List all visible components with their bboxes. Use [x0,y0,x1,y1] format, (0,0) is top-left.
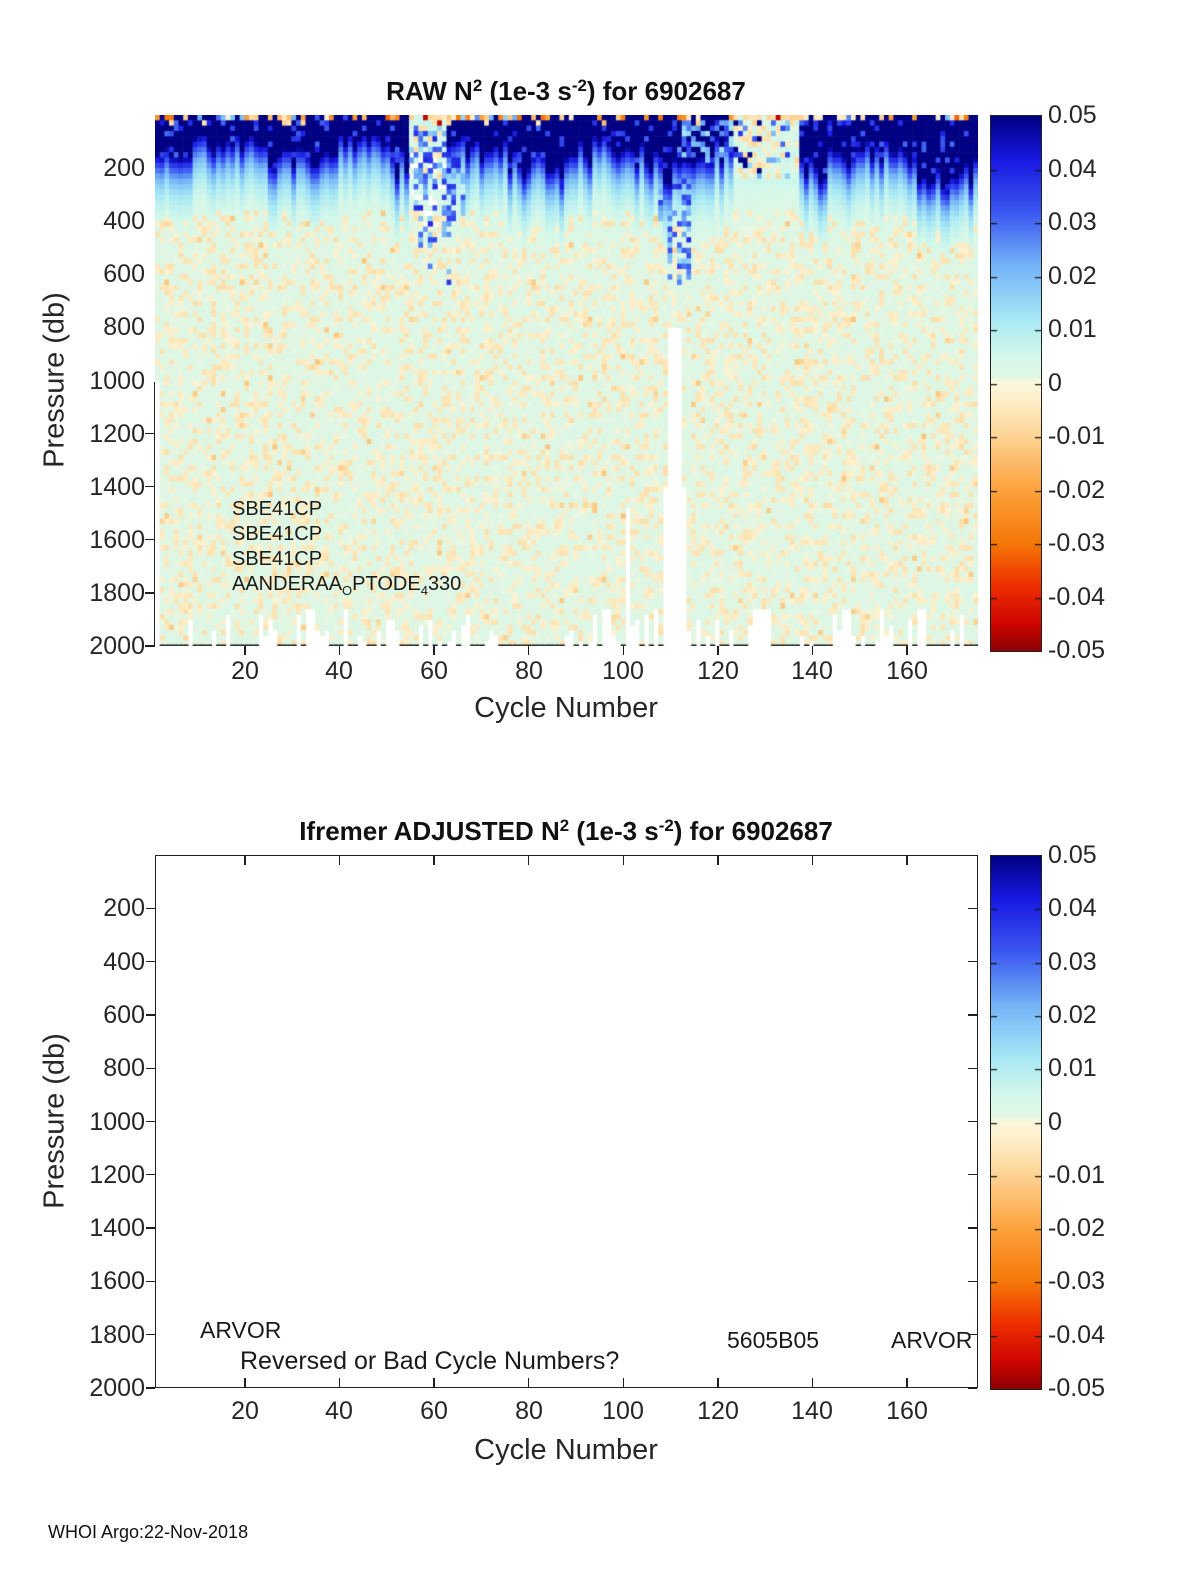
x-tick-mark [244,1378,245,1387]
colorbar-tick-label: -0.05 [1048,1374,1105,1402]
x-tick-label: 40 [325,657,353,685]
y-tick-label: 600 [103,260,145,288]
colorbar-tick-label: 0.05 [1048,101,1097,129]
colorbar-tick-label: -0.05 [1048,636,1105,664]
y-tick-mark [968,1174,977,1175]
x-tick-mark [244,856,245,865]
y-tick-label: 2000 [89,1374,145,1402]
x-tick-mark [623,856,624,865]
raw-plot-ylabel: Pressure (db) [38,292,71,468]
x-tick-label: 20 [231,1397,259,1425]
x-tick-label: 100 [602,1397,644,1425]
text-fragment: RAW N [386,76,473,106]
text-fragment: AANDERAA [232,573,343,595]
colorbar-tick-label: 0 [1048,369,1062,397]
x-tick-label: 140 [791,1397,833,1425]
adjusted-plot-xlabel: Cycle Number [474,1434,658,1466]
plot-annotation: 5605B05 [727,1327,820,1353]
x-tick-mark [528,856,529,865]
x-tick-mark [906,856,907,865]
y-tick-label: 1200 [89,420,145,448]
y-tick-mark [146,1174,155,1175]
text-fragment: (1e-3 s [569,816,659,846]
x-tick-label: 60 [420,657,448,685]
y-tick-label: 800 [103,313,145,341]
y-tick-mark [968,1068,977,1069]
x-tick-label: 120 [697,1397,739,1425]
x-tick-label: 120 [697,657,739,685]
x-tick-label: 100 [602,657,644,685]
colorbar-tick-label: -0.04 [1048,583,1105,611]
colorbar-tick-label: 0.01 [1048,1054,1097,1082]
adjusted-plot-area [155,855,978,1388]
y-tick-label: 1000 [89,1108,145,1136]
x-tick-label: 40 [325,1397,353,1425]
plot-annotation: SBE41CP [232,523,323,545]
x-tick-mark [623,1378,624,1387]
x-tick-label: 20 [231,657,259,685]
x-tick-mark [433,856,434,865]
x-tick-mark [528,646,529,655]
colorbar-tick-label: -0.03 [1048,529,1105,557]
x-tick-mark [717,646,718,655]
colorbar-tick-label: -0.02 [1048,476,1105,504]
x-tick-label: 80 [515,1397,543,1425]
x-tick-mark [339,646,340,655]
y-tick-mark [146,961,155,962]
plot-annotation [232,573,461,596]
y-tick-mark [146,1387,155,1388]
colorbar-tick-label: -0.01 [1048,1161,1105,1189]
colorbar-tick-label: -0.04 [1048,1321,1105,1349]
y-tick-mark [968,1281,977,1282]
x-tick-mark [339,856,340,865]
x-tick-label: 160 [886,657,928,685]
y-tick-mark [968,1227,977,1228]
plot-annotation: ARVOR [891,1327,973,1353]
colorbar-tick-label: 0.04 [1048,155,1097,183]
text-fragment: 2 [472,75,483,95]
x-tick-label: 140 [791,657,833,685]
y-tick-mark [968,908,977,909]
y-tick-label: 2000 [89,632,145,660]
y-tick-label: 400 [103,207,145,235]
y-tick-mark [146,1334,155,1335]
colorbar-tick-label: 0.03 [1048,948,1097,976]
text-fragment: 4 [420,582,428,598]
text-fragment: Ifremer ADJUSTED N [299,816,560,846]
y-tick-mark [146,908,155,909]
y-tick-label: 1000 [89,367,145,395]
y-tick-label: 1600 [89,1267,145,1295]
y-tick-mark [968,1121,977,1122]
text-fragment: PTODE [352,573,421,595]
colorbar-tick-label: 0.04 [1048,894,1097,922]
colorbar-tick-label: 0.02 [1048,1001,1097,1029]
footer-stamp: WHOI Argo:22-Nov-2018 [48,1522,249,1542]
x-tick-mark [244,646,245,655]
adjusted-plot-ylabel: Pressure (db) [38,1033,71,1209]
colorbar-tick-label: 0.02 [1048,262,1097,290]
y-tick-label: 200 [103,894,145,922]
y-tick-label: 1400 [89,473,145,501]
x-tick-mark [906,646,907,655]
y-tick-mark [146,1281,155,1282]
plot-annotation: SBE41CP [232,548,323,570]
text-fragment: 330 [427,573,462,595]
plot-annotation: SBE41CP [232,498,323,520]
x-tick-mark [339,1378,340,1387]
colorbar-tick-label: -0.02 [1048,1214,1105,1242]
colorbar-tick-label: 0.03 [1048,208,1097,236]
colorbar-tick-label: -0.03 [1048,1267,1105,1295]
text-fragment: -2 [571,75,587,95]
x-tick-mark [717,856,718,865]
x-tick-mark [528,1378,529,1387]
plot-annotation: ARVOR [200,1317,282,1343]
text-fragment: -2 [658,815,674,835]
text-fragment: 2 [559,815,570,835]
x-tick-mark [812,1378,813,1387]
colorbar-tick-label: 0.05 [1048,841,1097,869]
colorbar-tick-label: -0.01 [1048,422,1105,450]
x-tick-mark [906,1378,907,1387]
text-fragment: O [342,582,353,598]
x-tick-mark [623,646,624,655]
adjusted-plot-title [299,816,833,847]
y-tick-label: 1200 [89,1161,145,1189]
y-axis-line [154,382,155,646]
y-tick-label: 1400 [89,1214,145,1242]
adjusted-plot-colorbar [990,855,1042,1390]
text-fragment: ) for 6902687 [586,76,746,106]
y-tick-label: 800 [103,1054,145,1082]
x-tick-mark [433,646,434,655]
x-tick-mark [433,1378,434,1387]
y-tick-mark [968,1014,977,1015]
plot-annotation: Reversed or Bad Cycle Numbers? [240,1347,620,1375]
x-tick-label: 160 [886,1397,928,1425]
y-tick-mark [146,1068,155,1069]
x-tick-label: 60 [420,1397,448,1425]
y-tick-label: 400 [103,948,145,976]
y-tick-mark [968,1387,977,1388]
raw-plot-colorbar [990,115,1042,652]
y-tick-label: 200 [103,154,145,182]
text-fragment: (1e-3 s [482,76,572,106]
y-tick-mark [146,1121,155,1122]
text-fragment: ) for 6902687 [673,816,833,846]
y-tick-mark [146,1227,155,1228]
raw-plot-title [386,76,746,107]
x-tick-mark [717,1378,718,1387]
colorbar-tick-label: 0 [1048,1108,1062,1136]
x-tick-label: 80 [515,657,543,685]
x-tick-mark [812,646,813,655]
y-tick-label: 1600 [89,526,145,554]
raw-plot-xlabel: Cycle Number [474,692,658,724]
y-tick-label: 1800 [89,1321,145,1349]
colorbar-tick-label: 0.01 [1048,315,1097,343]
y-tick-label: 1800 [89,579,145,607]
y-tick-mark [968,961,977,962]
y-tick-mark [146,1014,155,1015]
x-tick-mark [812,856,813,865]
y-tick-label: 600 [103,1001,145,1029]
